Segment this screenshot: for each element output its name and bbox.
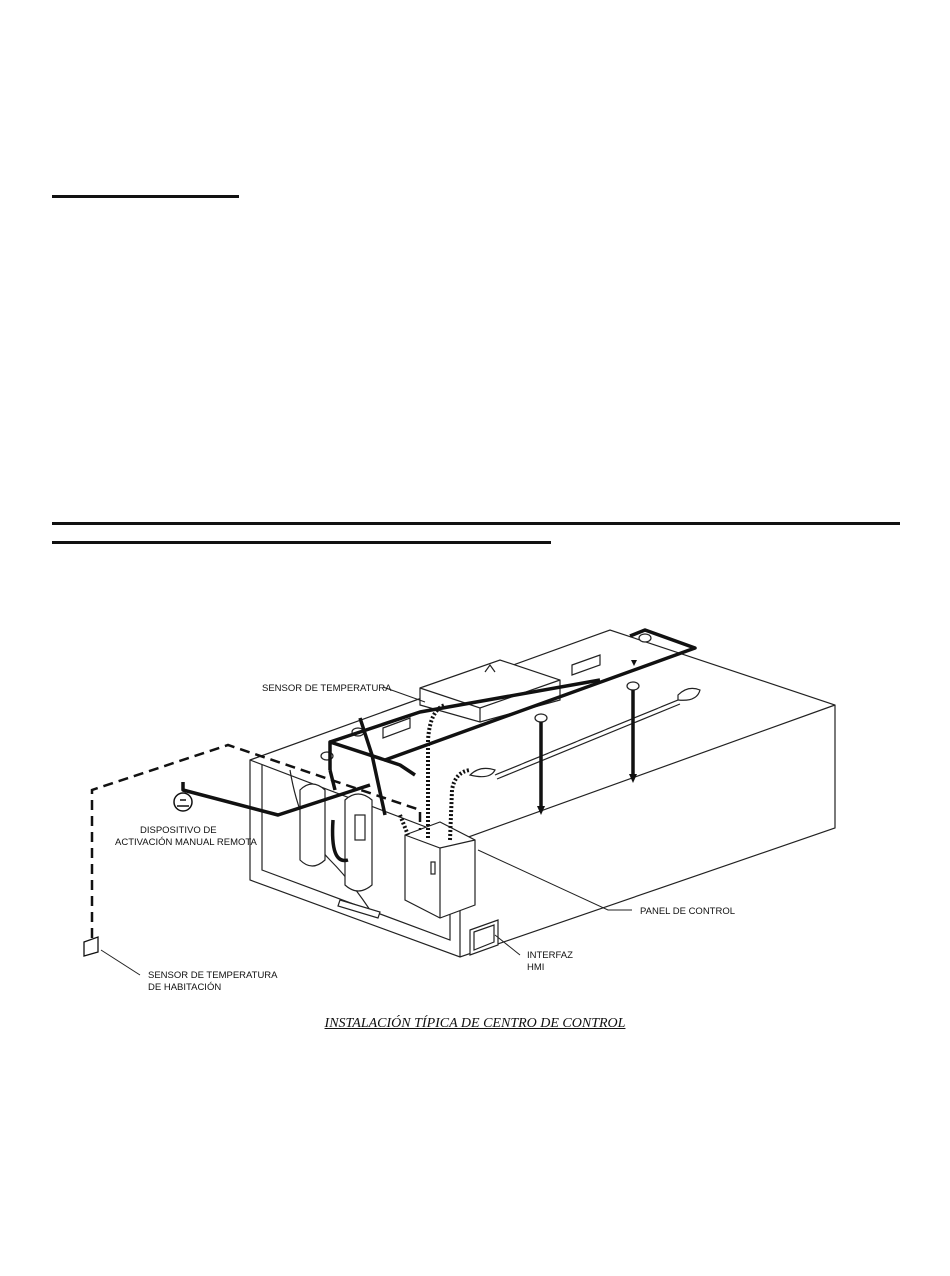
room-temperature-sensor: [84, 937, 98, 956]
label-sensor-habitacion-2: DE HABITACIÓN: [148, 982, 222, 993]
label-sensor-temperatura: SENSOR DE TEMPERATURA: [262, 683, 392, 694]
label-interfaz-1: INTERFAZ: [527, 950, 573, 961]
manual-activation-device: [174, 793, 192, 811]
figure-caption-text: INSTALACIÓN TÍPICA DE CENTRO DE CONTROL: [324, 1016, 626, 1031]
label-sensor-habitacion-1: SENSOR DE TEMPERATURA: [148, 970, 278, 981]
label-dispositivo-2: ACTIVACIÓN MANUAL REMOTA: [115, 837, 257, 848]
hmi-interface-box: [470, 920, 498, 955]
label-interfaz-2: HMI: [527, 962, 545, 973]
figure-caption: [0, 1016, 950, 1032]
label-panel-control: PANEL DE CONTROL: [640, 906, 736, 917]
label-dispositivo-1: DISPOSITIVO DE: [140, 825, 217, 836]
control-panel-box: [405, 822, 475, 918]
